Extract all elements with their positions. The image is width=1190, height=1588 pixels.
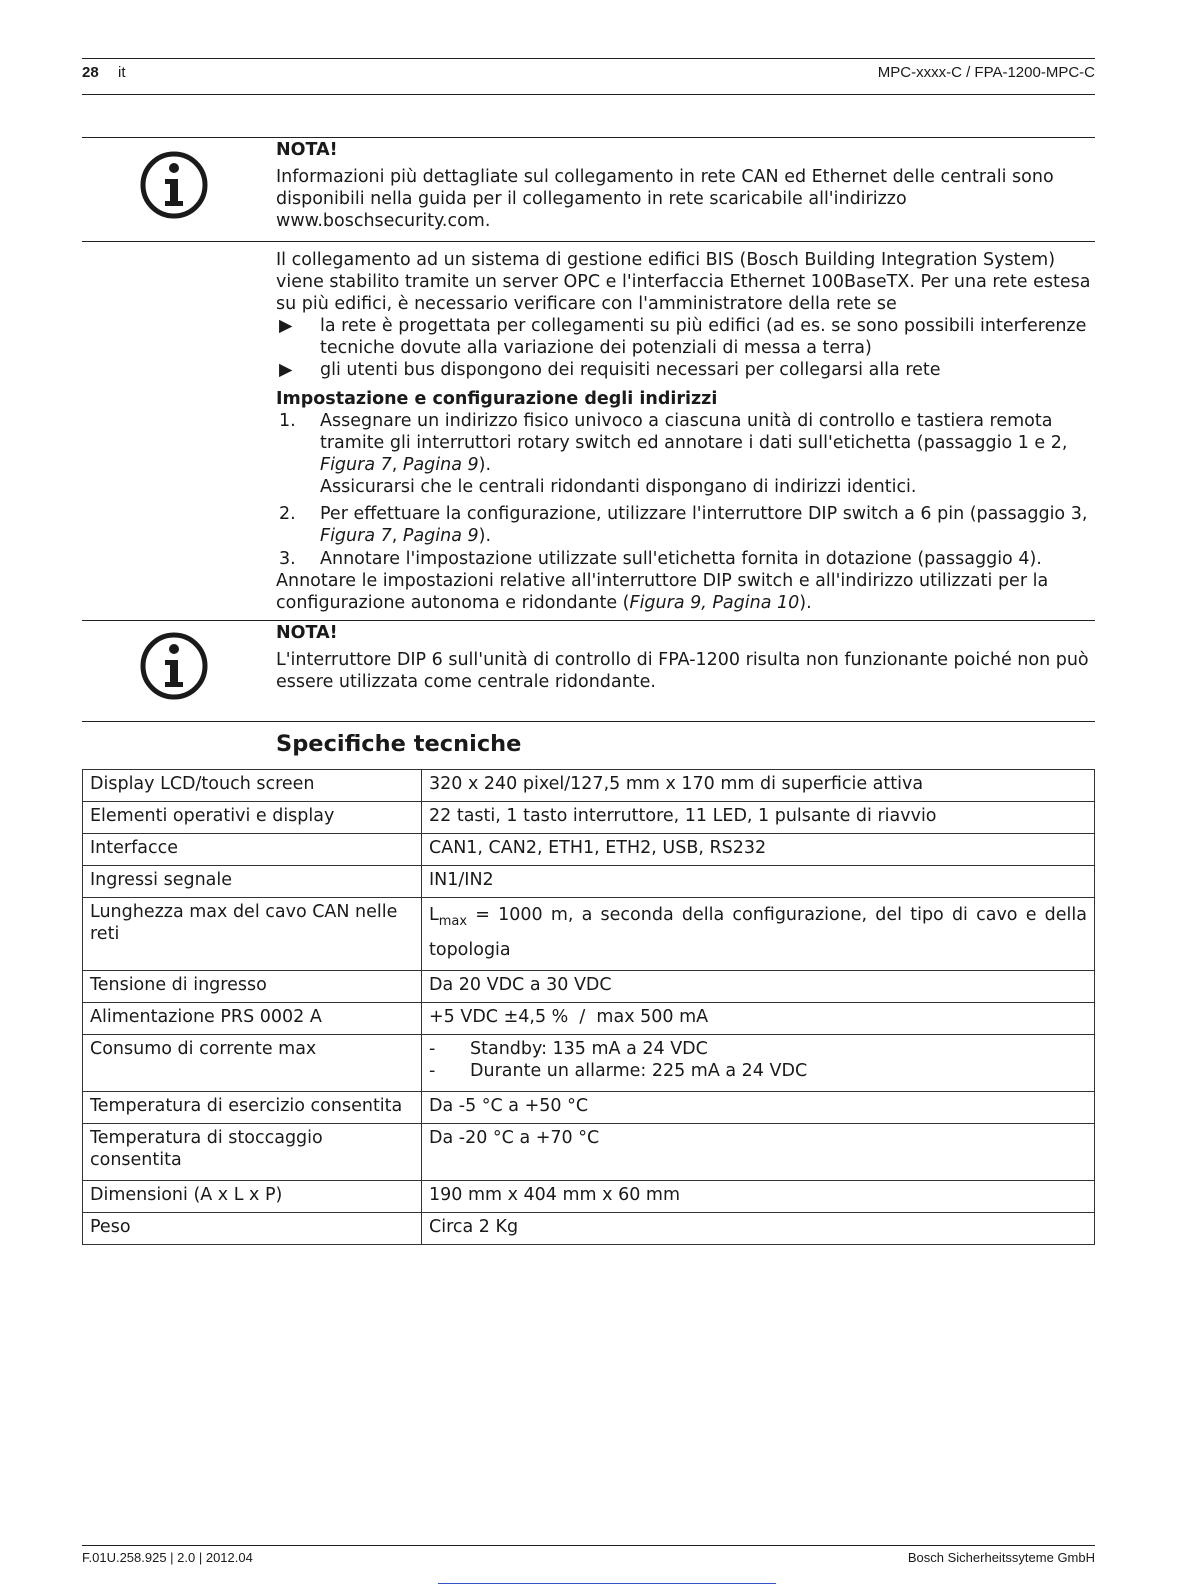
spec-key: Interfacce	[83, 834, 422, 866]
spec-key: Alimentazione PRS 0002 A	[83, 1003, 422, 1035]
step-line1: Assegnare un indirizzo fisico univoco a ciascuna unità di controllo e tastiera remota	[320, 411, 1053, 431]
spec-value: IN1/IN2	[422, 866, 1095, 898]
step-line4: Assicurarsi che le centrali ridondanti dispongano di indirizzi identici.	[320, 477, 917, 497]
page-link[interactable]: Pagina 9	[402, 526, 479, 546]
table-row	[83, 898, 1095, 971]
spec-value: Da -5 °C a +50 °C	[422, 1092, 1095, 1124]
step-number: 2.	[279, 504, 296, 524]
note1-bottom-rule	[82, 241, 1095, 242]
spec-key: Ingressi segnale	[83, 866, 422, 898]
page-link[interactable]: Pagina 9	[402, 455, 479, 475]
spec-key: Dimensioni (A x L x P)	[83, 1181, 422, 1213]
table-row	[83, 1003, 1095, 1035]
bullet-item	[279, 315, 1099, 359]
spec-value-line2: Durante un allarme: 225 mA a 24 VDC	[470, 1061, 808, 1081]
spec-value: 320 x 240 pixel/127,5 mm x 170 mm di superficie attiva	[422, 770, 1095, 802]
step-item	[279, 410, 1099, 498]
footer-doc-ref: F.01U.258.925 | 2.0 | 2012.04	[82, 1550, 253, 1565]
spec-key: Tensione di ingresso	[83, 971, 422, 1003]
note2-title: NOTA!	[276, 623, 338, 643]
spec-value: Circa 2 Kg	[422, 1213, 1095, 1245]
note1-line1: Informazioni più dettagliate sul collegamento in rete CAN ed Ethernet delle centrali sono	[276, 167, 1054, 187]
table-row	[83, 1213, 1095, 1245]
specs-heading: Specifiche tecniche	[276, 731, 522, 757]
table-row	[83, 1035, 1095, 1092]
info-icon	[140, 632, 208, 700]
spec-key: Peso	[83, 1213, 422, 1245]
step-line1: Per effettuare la configurazione, utilizzare l'interruttore DIP switch a 6 pin (passaggio 3,	[320, 504, 1088, 524]
note1-top-rule	[82, 137, 1095, 138]
step-reference: Figura 7, Pagina 9).	[320, 455, 492, 475]
spec-value: 190 mm x 404 mm x 60 mm	[422, 1181, 1095, 1213]
spec-value: CAN1, CAN2, ETH1, ETH2, USB, RS232	[422, 834, 1095, 866]
figure-link[interactable]: Figura 7	[320, 455, 392, 475]
step-item	[279, 548, 1099, 570]
note2-top-rule	[82, 620, 1095, 621]
step-line2: tramite gli interruttori rotary switch ed annotare i dati sull'etichetta (passaggio 1 e 2,	[320, 433, 1068, 453]
note1-url: www.boschsecurity.com.	[276, 211, 491, 231]
bullet-arrow-icon: ▶	[279, 316, 293, 336]
info-icon	[140, 151, 208, 219]
spec-key: Elementi operativi e display	[83, 802, 422, 834]
spec-value: Da -20 °C a +70 °C	[422, 1124, 1095, 1181]
spec-value: +5 VDC ±4,5 % / max 500 mA	[422, 1003, 1095, 1035]
table-row	[83, 802, 1095, 834]
note1-line2: disponibili nella guida per il collegamento in rete scaricabile all'indirizzo	[276, 189, 907, 209]
table-row	[83, 834, 1095, 866]
step-number: 1.	[279, 411, 296, 431]
header-bottom-rule	[82, 94, 1095, 95]
spec-value: - Standby: 135 mA a 24 VDC - Durante un allarme: 225 mA a 24 VDC	[422, 1035, 1095, 1092]
table-row	[83, 1092, 1095, 1124]
intro-line3: su più edifici, è necessario verificare con l'amministratore della rete se	[276, 294, 897, 314]
spec-key: Consumo di corrente max	[83, 1035, 422, 1092]
table-row	[83, 1181, 1095, 1213]
bullet-arrow-icon: ▶	[279, 360, 293, 380]
closing-line2: configurazione autonoma e ridondante (Figura 9, Pagina 10).	[276, 593, 812, 613]
bullet-text-line1: la rete è progettata per collegamenti su più edifici (ad es. se sono possibili interferenze	[320, 316, 1087, 336]
spec-key: Display LCD/touch screen	[83, 770, 422, 802]
bullet-text-line1: gli utenti bus dispongono dei requisiti necessari per collegarsi alla rete	[320, 360, 941, 380]
spec-value-line2: topologia	[429, 940, 511, 960]
intro-line1: Il collegamento ad un sistema di gestione edifici BIS (Bosch Building Integration System)	[276, 250, 1056, 270]
note2-bottom-rule	[82, 721, 1095, 722]
note2-line2: essere utilizzata come centrale ridondante.	[276, 672, 656, 692]
decorative-link-line	[438, 1583, 776, 1584]
step-number: 3.	[279, 549, 296, 569]
spec-key: Temperatura di stoccaggio consentita	[83, 1124, 422, 1181]
footer-company: Bosch Sicherheitssyteme GmbH	[907, 1550, 1095, 1565]
figure-link[interactable]: Figura 9, Pagina 10	[629, 593, 800, 613]
table-row	[83, 770, 1095, 802]
closing-line1: Annotare le impostazioni relative all'interruttore DIP switch e all'indirizzo utilizzati per la	[276, 571, 1049, 591]
header-top-rule	[82, 58, 1095, 59]
intro-line2: viene stabilito tramite un server OPC e l'interfaccia Ethernet 100BaseTX. Per una rete estesa	[276, 272, 1091, 292]
spec-table	[82, 769, 1095, 1245]
spec-value: 22 tasti, 1 tasto interruttore, 11 LED, 1 pulsante di riavvio	[422, 802, 1095, 834]
step-line1: Annotare l'impostazione utilizzate sull'etichetta fornita in dotazione (passaggio 4).	[320, 549, 1042, 569]
table-row	[83, 1124, 1095, 1181]
figure-link[interactable]: Figura 7	[320, 526, 392, 546]
spec-key: Temperatura di esercizio consentita	[83, 1092, 422, 1124]
footer-rule	[82, 1545, 1095, 1546]
spec-key: Lunghezza max del cavo CAN nelle reti	[83, 898, 422, 971]
spec-value: Da 20 VDC a 30 VDC	[422, 971, 1095, 1003]
section-heading: Impostazione e configurazione degli indirizzi	[276, 389, 718, 409]
language-code: it	[118, 64, 126, 81]
bullet-text-line2: tecniche dovute alla variazione dei potenziali di messa a terra)	[320, 338, 872, 358]
note2-line1: L'interruttore DIP 6 sull'unità di controllo di FPA-1200 risulta non funzionante poiché non può	[276, 650, 1089, 670]
page-number: 28	[82, 64, 99, 81]
step-reference: Figura 7, Pagina 9).	[320, 526, 492, 546]
spec-value	[422, 898, 1095, 971]
spec-value-line1: Standby: 135 mA a 24 VDC	[470, 1039, 708, 1059]
note1-title: NOTA!	[276, 140, 338, 160]
document-title: MPC-xxxx-C / FPA-1200-MPC-C	[877, 64, 1095, 81]
spec-value-line1: $L_{max} = 1000$ m, a seconda della configurazione, del tipo di cavo e della	[429, 905, 1087, 929]
table-row	[83, 971, 1095, 1003]
table-row	[83, 866, 1095, 898]
step-item	[279, 503, 1099, 547]
bullet-item	[279, 359, 1099, 381]
